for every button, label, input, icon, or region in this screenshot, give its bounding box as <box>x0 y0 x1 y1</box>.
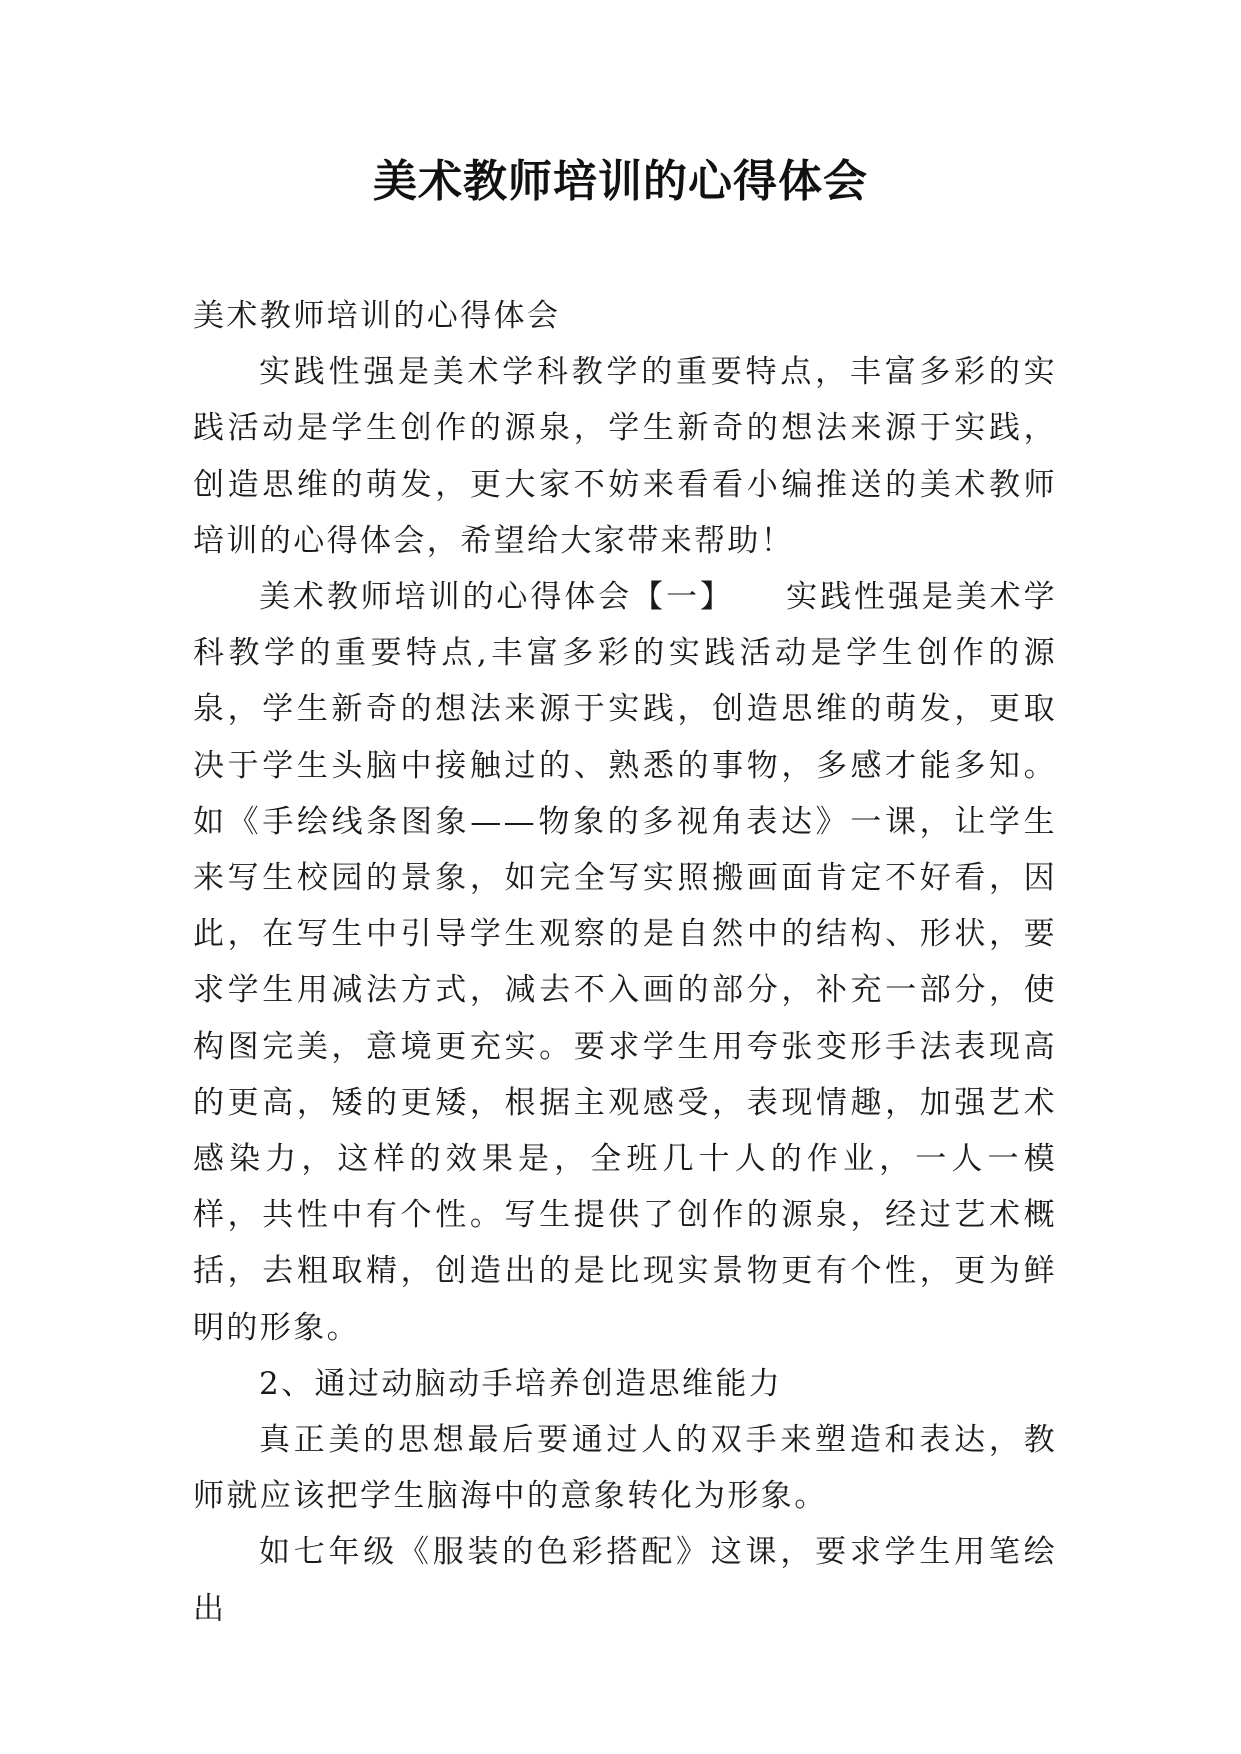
body-paragraph: 如七年级《服装的色彩搭配》这课，要求学生用笔绘出 <box>193 1534 1057 1627</box>
document-title: 美术教师培训的心得体会 <box>373 156 868 207</box>
intro-paragraph: 实践性强是美术学科教学的重要特点，丰富多彩的实践活动是学生创作的源泉，学生新奇的想法来源于实践，创造思维的萌发，更大家不妨来看看小编推送的美术教师培训的心得体会，希望给大家带来帮助！ <box>193 354 1057 559</box>
body-paragraph: 真正美的思想最后要通过人的双手来塑造和表达，教师就应该把学生脑海中的意象转化为形象。 <box>193 1422 1057 1515</box>
document-body <box>193 288 1057 1637</box>
section-heading-2: 2、通过动脑动手培养创造思维能力 <box>259 1365 783 1402</box>
subtitle-paragraph: 美术教师培训的心得体会 <box>193 298 561 334</box>
section-one-paragraph: 美术教师培训的心得体会【一】 实践性强是美术学科教学的重要特点,丰富多彩的实践活动是学生创作的源泉，学生新奇的想法来源于实践，创造思维的萌发，更取决于学生头脑中接触过的、熟悉的事物，多感才能多知。如《手绘线条图象——物象的多视角表达》一课，让学生来写生校园的景象，如完全写实照搬画面肯定不好看，因此，在写生中引导学生观察的是自然中的结构、形状，要求学生用减法方式，减去不入画的部分，补充一部分，使构图完美，意境更充实。要求学生用夸张变形手法表现高的更高，矮的更矮，根据主观感受，表现情趣，加强艺术感染力，这样的效果是，全班几十人的作业，一人一模样，共性中有个性。写生提供了创作的源泉，经过艺术概括，去粗取精，创造出的是比现实景物更有个性，更为鲜明的形象。 <box>193 579 1057 1346</box>
